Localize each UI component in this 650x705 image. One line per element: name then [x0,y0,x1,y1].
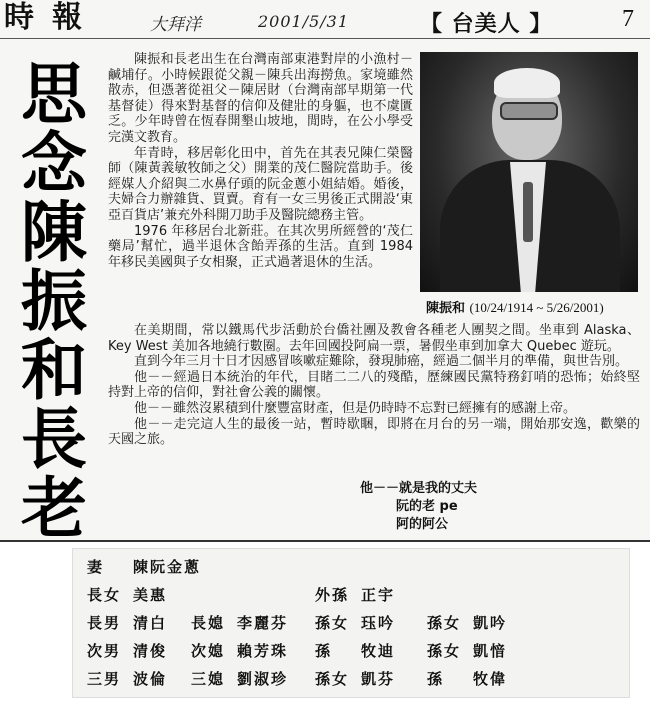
family-member [315,583,396,607]
family-member [315,667,396,691]
article-narrow-column [108,52,413,270]
family-member [87,667,168,691]
family-member [87,583,168,607]
family-member [87,639,168,663]
article-paragraph: 他－－經過日本統治的年代，目睹二二八的殘酷，歷練國民黨特務釘哨的恐怖；始終堅持對上帝的信仰，對社會公義的關懷。 [108,369,640,401]
article-wide-column [108,323,640,448]
member-name: 凱愔 [473,642,508,660]
member-name: 波倫 [133,670,168,688]
headline-char: 老 [21,470,87,547]
masthead [0,0,650,39]
headline-char: 和 [21,332,87,409]
relation-label: 孫女 [427,614,462,632]
family-member [191,639,289,663]
portrait-photo [420,52,638,292]
member-name: 牧偉 [473,670,508,688]
photo-caption [426,297,604,316]
relation-label: 孫女 [315,614,350,632]
signature-line: 阮的老 pe [396,499,458,514]
member-name: 清俊 [133,642,168,660]
family-member [427,667,508,691]
member-name: 美惠 [133,586,168,604]
relation-label: 三媳 [191,670,226,688]
member-name: 陳阮金蔥 [133,558,202,576]
article-paragraph: 1976 年移居台北新莊。在其次男所經營的‘茂仁藥局’幫忙，過半退休含飴弄孫的生活。直到 1984 年移民美國與子女相聚，正式過著退休的生活。 [108,223,413,270]
family-member [427,611,508,635]
article-paragraph: 他－－走完這人生的最後一站，暫時歇睏，即將在月台的另一端，開始那安逸，歡樂的天國之旅。 [108,416,640,448]
relation-label: 三男 [87,670,122,688]
relation-label: 次男 [87,642,122,660]
member-name: 劉淑珍 [237,670,289,688]
headline-char: 振 [21,263,87,340]
page-number: 7 [622,6,634,32]
member-name: 賴芳珠 [237,642,289,660]
article-paragraph: 陳振和長老出生在台灣南部東港對岸的小漁村－鹹埔仔。小時候跟從父親－陳兵出海撈魚。家境雖然散赤，但憑著從祖父－陳居財（台灣南部早期第一代基督徒）得來對基督的信仰及健壯的身軀，也不虞匱乏。少年時曾在恆春開墾山坡地，閒時，在公小學受完漢文教育。 [108,52,413,145]
member-name: 李麗芬 [237,614,289,632]
publication-name: 時報 [4,0,100,35]
article-paragraph: 他－－雖然沒累積到什麼豐富財產，但是仍時時不忘對已經擁有的感謝上帝。 [134,400,577,416]
article-paragraph: 直到今年三月十日才因感冒咳嗽症難除，發現肺癌，經過二個半月的準備，與世告別。 [134,354,629,370]
handwritten-date: 2001/5/31 [258,12,350,31]
relation-label: 孫女 [427,642,462,660]
member-name: 珏吟 [361,614,396,632]
family-member [191,611,289,635]
relation-label: 外孫 [315,586,350,604]
relation-label: 長媳 [191,614,226,632]
member-name: 牧迪 [361,642,396,660]
signature-block [360,480,477,534]
headline-char: 陳 [21,194,87,271]
portrait-hair [494,68,560,98]
signature-line: 阿的阿公 [396,517,449,532]
family-member [315,611,396,635]
relation-label: 孫 [427,670,445,688]
portrait-glasses [500,102,558,120]
family-member [315,639,396,663]
member-name: 凱吟 [473,614,508,632]
family-member [87,555,202,579]
member-name: 清白 [133,614,168,632]
relation-label: 孫 [315,642,333,660]
article-paragraph: 在美期間，常以鐵馬代步活動於台僑社團及教會各種老人團契之間。坐車到 Alaska、Key West 美加各地繞行數圈。去年回國投阿扁一票，暑假坐車到加拿大 Quebec 遊玩。 [108,323,640,354]
relation-label: 次媳 [191,642,226,660]
signature-line: 他－－就是我的丈夫 [360,481,478,496]
relation-label: 長男 [87,614,122,632]
family-member [87,611,168,635]
family-list [72,548,630,698]
headline-char: 念 [21,125,87,202]
handwritten-name: 大拜洋 [150,15,201,35]
caption-dates: (10/24/1914 ~ 5/26/2001) [469,300,604,315]
article-paragraph: 年青時，移居彰化田中，首先在其表兄陳仁榮醫師（陳黃義敏牧師之父）開業的茂仁醫院當助手。後經媒人介紹與二水鼻仔頭的阮金蔥小姐結婚。婚後，夫婦合力辦雜貨、買賣。育有一女三男後正式開設‘東亞百貨店’兼充外科開刀助手及醫院總務主管。 [108,145,413,223]
relation-label: 長女 [87,586,122,604]
family-member [191,667,289,691]
family-member [427,639,508,663]
headline [6,56,102,547]
section-title: 【 台美人 】 [420,12,553,37]
portrait-tie [523,182,533,242]
caption-name: 陳振和 [426,301,466,316]
headline-char: 思 [21,56,87,133]
relation-label: 妻 [87,558,105,576]
member-name: 正宇 [361,586,396,604]
headline-char: 長 [21,401,87,478]
member-name: 凱芬 [361,670,396,688]
relation-label: 孫女 [315,670,350,688]
